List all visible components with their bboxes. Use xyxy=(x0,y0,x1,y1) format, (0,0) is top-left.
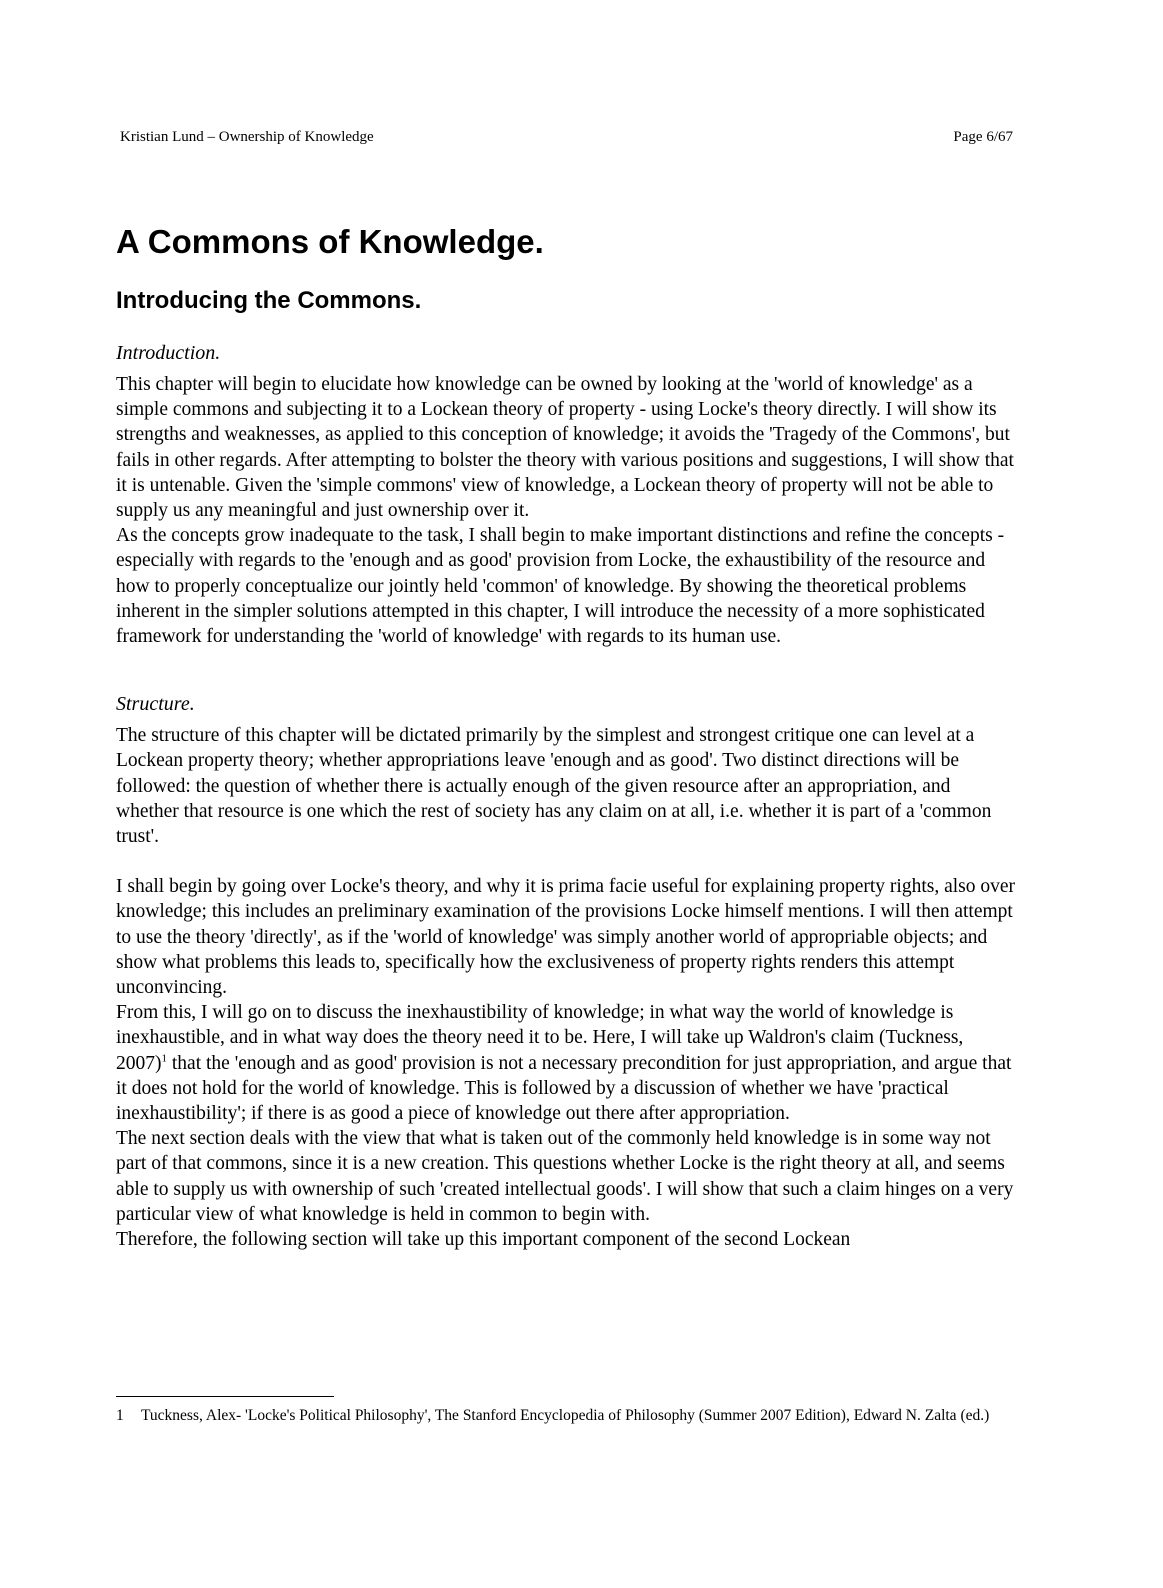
structure-paragraph-3-text-b: that the 'enough and as good' provision is not a necessary precondition for just appropriation, and argue that it does not hold for the world of knowledge. This is followed by a discussion of whether we have 'practical inexhaustibility'; if there is as good a piece of knowledge out there after appropriation. xyxy=(116,1052,1012,1125)
structure-heading: Structure. xyxy=(116,693,195,716)
structure-paragraph-3-text-a: From this, I will go on to discuss the inexhaustibility of knowledge; in what way the world of knowledge is inexhaustible, and in what way does the theory need it to be. Here, I will take up Waldron's claim (Tuckness, 2007) xyxy=(116,1002,964,1074)
introduction-paragraph-2: As the concepts grow inadequate to the task, I shall begin to make important distinctions and refine the concepts - especially with regards to the 'enough and as good' provision from Locke, the exhaustibility of the resource and how to properly conceptualize our jointly held 'common' of knowledge. By showing the theoretical problems inherent in the simpler solutions attempted in this chapter, I will introduce the necessity of a more sophisticated framework for understanding the 'world of knowledge' with regards to its human use. xyxy=(116,525,1005,648)
structure-paragraph-1: The structure of this chapter will be dictated primarily by the simplest and strongest critique one can level at a Lockean property theory; whether appropriations leave 'enough and as good'. Two distinct directions will be followed: the question of whether there is actually enough of the given resource after an appropriation, and whether that resource is one which the rest of society has any claim on at all, i.e. whether it is part of a 'common trust'. xyxy=(116,725,992,848)
header-author-title: Kristian Lund – Ownership of Knowledge xyxy=(120,129,374,145)
chapter-title: A Commons of Knowledge. xyxy=(116,223,544,260)
structure-paragraph-3 xyxy=(116,1000,1016,1126)
introduction-heading: Introduction. xyxy=(116,342,221,364)
section-spacer xyxy=(116,649,1016,691)
footnote xyxy=(116,1406,1016,1426)
structure-paragraph-5: Therefore, the following section will take up this important component of the second Lockean xyxy=(116,1229,851,1251)
header-page-number: Page 6/67 xyxy=(953,129,1013,145)
paragraph-spacer xyxy=(116,849,1016,874)
footnote-number: 1 xyxy=(116,1407,124,1424)
footnote-text: Tuckness, Alex- 'Locke's Political Philosophy', The Stanford Encyclopedia of Philosophy (Summer 2007 Edition), Edward N. Zalta (ed.) xyxy=(141,1407,990,1424)
page-body xyxy=(116,222,1016,1252)
introduction-paragraph-1: This chapter will begin to elucidate how knowledge can be owned by looking at the 'world of knowledge' as a simple commons and subjecting it to a Lockean theory of property - using Locke's theory directly. I will show its strengths and weaknesses, as applied to this conception of knowledge; it avoids the 'Tragedy of the Commons', but fails in other regards. After attempting to bolster the theory with various positions and suggestions, I will show that it is untenable. Given the 'simple commons' view of knowledge, a Lockean theory of property will not be able to supply us any meaningful and just ownership over it. xyxy=(116,374,1014,522)
section-title: Introducing the Commons. xyxy=(116,287,422,314)
footnote-separator xyxy=(116,1396,334,1397)
running-header xyxy=(120,128,1013,146)
structure-paragraph-2: I shall begin by going over Locke's theory, and why it is prima facie useful for explaining property rights, also over knowledge; this includes an preliminary examination of the provisions Locke himself mentions. I will then attempt to use the theory 'directly', as if the 'world of knowledge' was simply another world of appropriable objects; and show what problems this leads to, specifically how the exclusiveness of property rights renders this attempt unconvincing. xyxy=(116,876,1016,999)
structure-paragraph-4: The next section deals with the view that what is taken out of the commonly held knowledge is in some way not part of that commons, since it is a new creation. This questions whether Locke is the right theory at all, and seems able to supply us with ownership of such 'created intellectual goods'. I will show that such a claim hinges on a very particular view of what knowledge is held in common to begin with. xyxy=(116,1128,1014,1225)
footnote-reference[interactable]: 1 xyxy=(161,1052,167,1065)
